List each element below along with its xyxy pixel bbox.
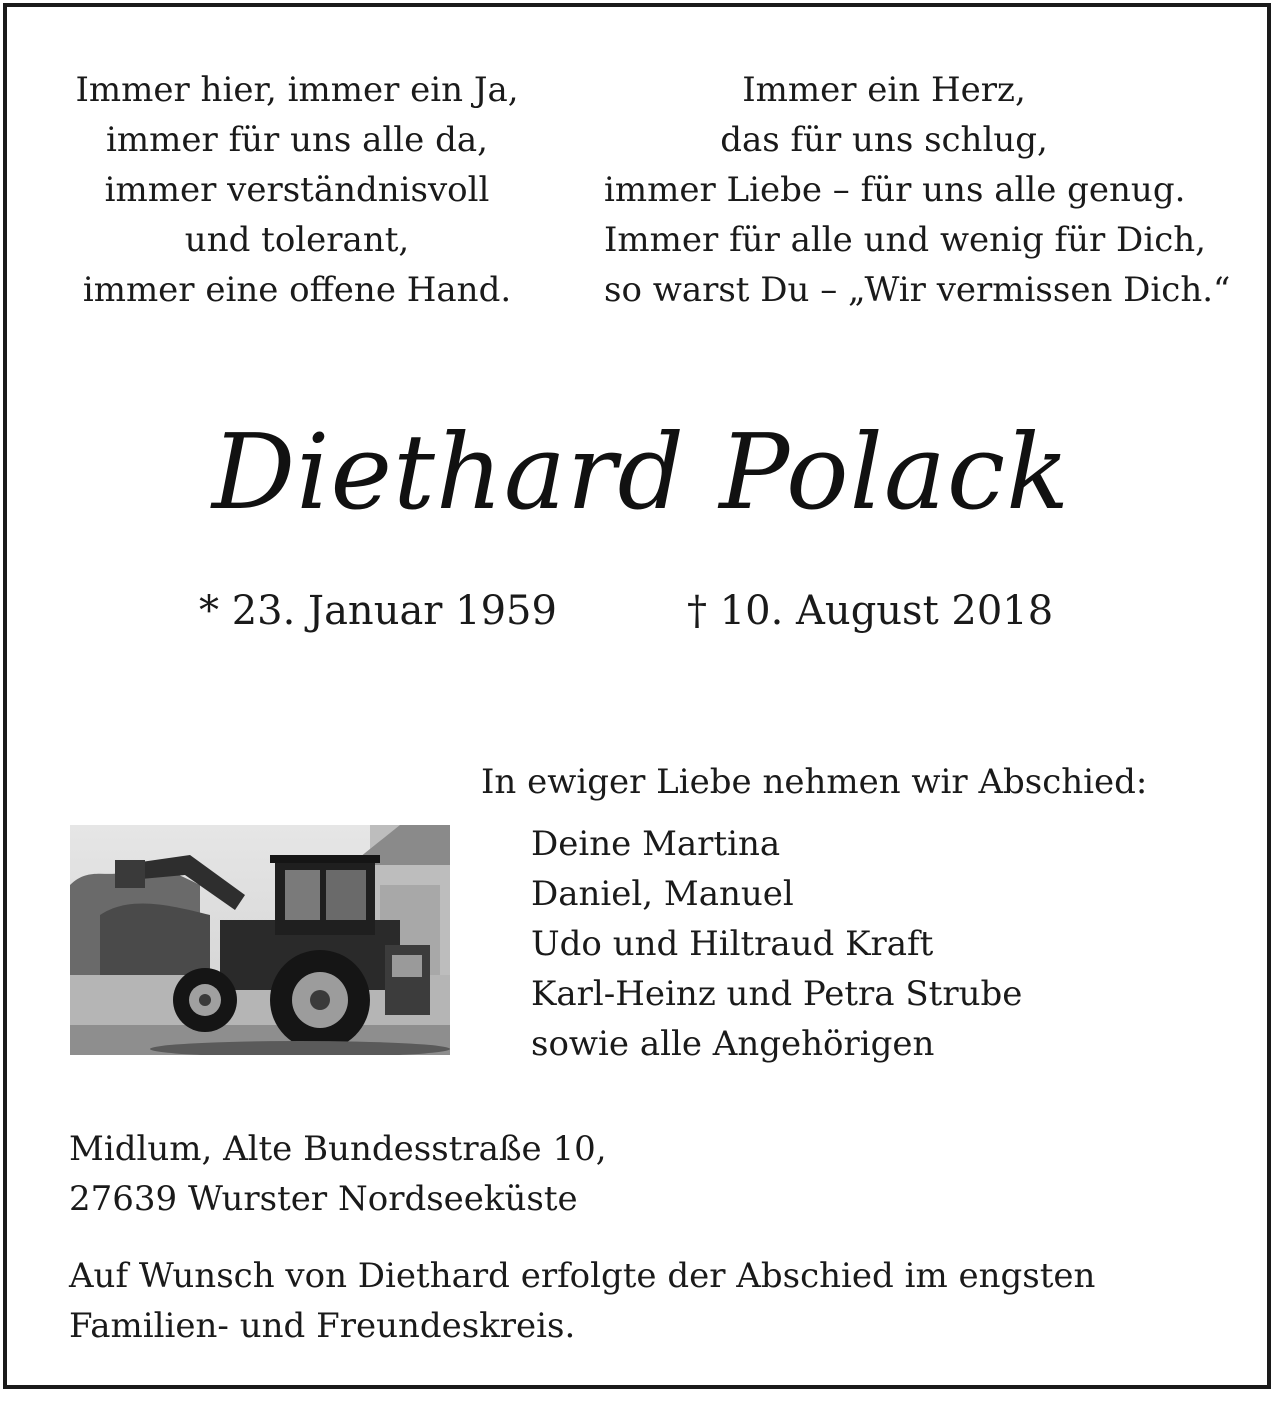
poem-line: so warst Du – „Wir vermissen Dich.“ — [604, 270, 1231, 310]
tractor-photo — [70, 825, 450, 1055]
poem-line: immer eine offene Hand. — [82, 270, 512, 310]
farewell-note: Auf Wunsch von Diethard erfolgte der Abschied im engsten Familien- und Freundeskreis. — [69, 1256, 1096, 1346]
address-line: 27639 Wurster Nordseeküste — [69, 1179, 578, 1219]
poem-line: das für uns schlug, — [720, 120, 1048, 160]
poem-line: immer Liebe – für uns alle genug. — [604, 170, 1186, 210]
address — [69, 1124, 607, 1224]
mourners-list — [531, 819, 1022, 1069]
poem-line: Immer für alle und wenig für Dich, — [604, 220, 1206, 260]
mourner-name: Deine Martina — [531, 824, 781, 864]
poem-line: immer verständnisvoll — [104, 170, 490, 210]
poem-left — [17, 65, 577, 315]
farewell-intro: In ewiger Liebe nehmen wir Abschied: — [481, 762, 1148, 802]
poem-line: Immer ein Herz, — [742, 70, 1026, 110]
mourner-name: sowie alle Angehörigen — [531, 1024, 935, 1064]
mourner-name: Udo und Hiltraud Kraft — [531, 924, 934, 964]
mourner-name: Karl-Heinz und Petra Strube — [531, 974, 1023, 1014]
poem-line: und tolerant, — [184, 220, 410, 260]
poem-right — [604, 65, 1231, 315]
death-date: † 10. August 2018 — [687, 588, 1054, 634]
deceased-name: Diethard Polack — [211, 411, 1071, 533]
tractor-illustration — [70, 825, 450, 1055]
address-line: Midlum, Alte Bundesstraße 10, — [69, 1129, 607, 1169]
mourner-name: Daniel, Manuel — [531, 874, 794, 914]
birth-date: * 23. Januar 1959 — [199, 588, 557, 634]
poem-line: Immer hier, immer ein Ja, — [75, 70, 519, 110]
poem-line: immer für uns alle da, — [106, 120, 488, 160]
life-dates — [7, 581, 1275, 641]
obituary-notice — [3, 3, 1271, 1389]
